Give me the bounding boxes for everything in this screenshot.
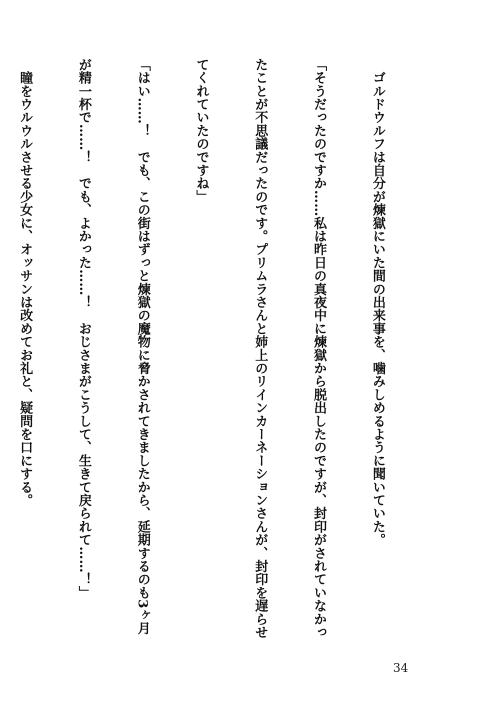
text-line: 「そうだったのですか……私は昨日の真夜中に煉獄から脱出したのですが、封印がされていなかっ bbox=[311, 58, 327, 639]
text-line: 瞳をウルウルさせる少女に、オッサンは改めてお礼と、疑問を口にする。 bbox=[17, 58, 33, 507]
text-line: 「はい……！ でも、この街はずっと煉獄の魔物に脅かされてきましたから、延期するのも3ヶ月 bbox=[134, 58, 150, 635]
text-line: ゴルドウルフは自分が煉獄にいた間の出来事を、噛みしめるように聞いていた。 bbox=[369, 58, 385, 547]
text-line: が精一杯で……！ でも、よかった……！ おじさまがこうして、生きて戻られて……！」 bbox=[75, 58, 91, 600]
text-line: てくれていたのですね」 bbox=[193, 58, 209, 204]
text-line: たことが不思議だったのです。プリムラさんと姉上のリインカーネーションさんが、封印を遅らせ bbox=[252, 58, 268, 639]
vertical-text-body bbox=[0, 58, 426, 638]
page-number: 34 bbox=[393, 661, 409, 675]
